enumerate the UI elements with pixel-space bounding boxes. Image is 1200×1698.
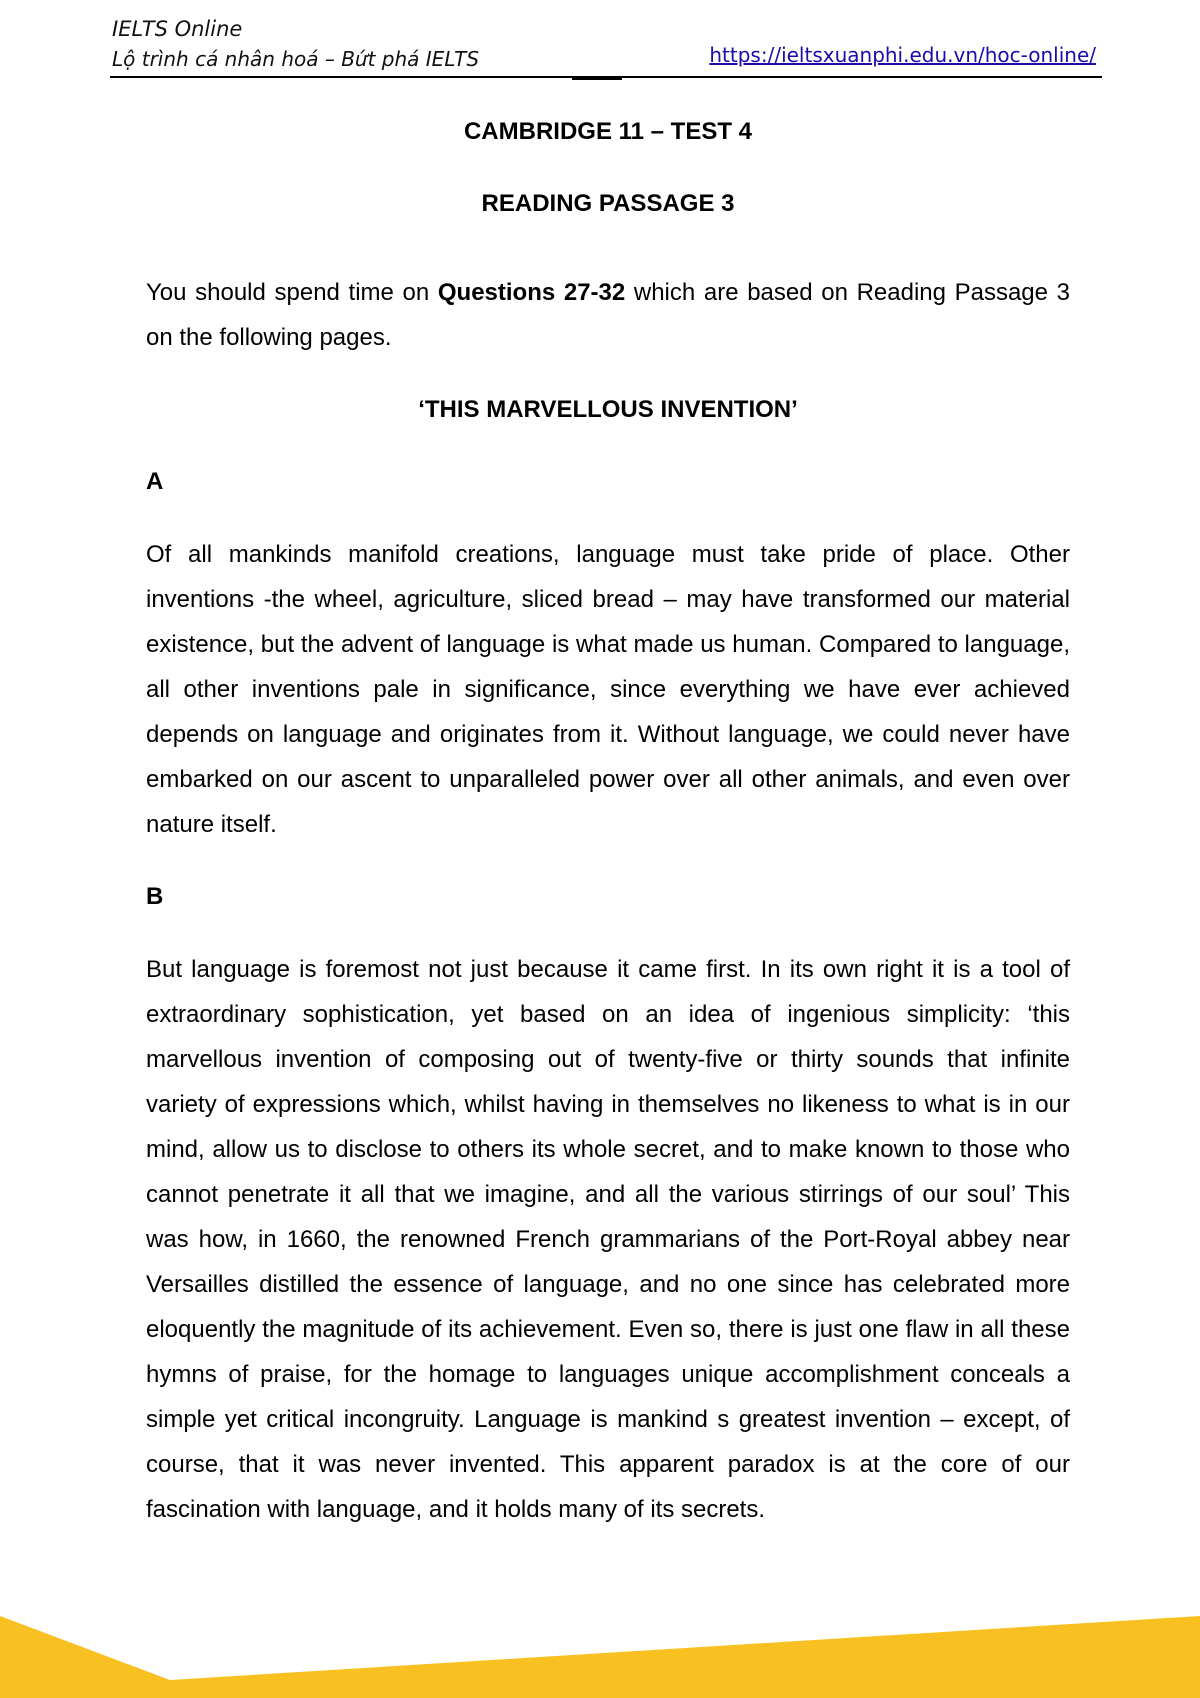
- document-body: [146, 110, 1070, 1532]
- instruction-text: [146, 270, 1070, 360]
- header-brand: IELTS Online: [112, 17, 243, 41]
- header-divider-accent: [572, 77, 622, 80]
- header-tagline: Lộ trình cá nhân hoá – Bứt phá IELTS: [112, 47, 480, 71]
- instruction-after: which are based on Reading Passage 3 on the following pages.: [146, 279, 1070, 351]
- instruction-emphasis: Questions 27-32: [437, 279, 626, 306]
- passage-title: ‘THIS MARVELLOUS INVENTION’: [418, 396, 798, 423]
- document-title: CAMBRIDGE 11 – TEST 4: [463, 118, 753, 145]
- footer-yellow-band: [0, 1616, 1200, 1698]
- section-letter-b: B: [146, 883, 164, 910]
- instruction-before: You should spend time on: [146, 279, 438, 306]
- section-letter-a: A: [146, 468, 164, 495]
- document-subtitle: READING PASSAGE 3: [481, 190, 735, 217]
- page-header: [110, 12, 1102, 80]
- header-website-link[interactable]: https://ieltsxuanphi.edu.vn/hoc-online/: [709, 43, 1096, 67]
- footer-decoration: [0, 1608, 1200, 1698]
- section-paragraph-a: Of all mankinds manifold creations, language must take pride of place. Other inventions -the wheel, agriculture, sliced bread – may have transformed our material existence, but the advent of language is what made us human. Compared to language, all other inventions pale in significance, since everything we have ever achieved depends on language and originates from it. Without language, we could never have embarked on our ascent to unparalleled power over all other animals, and even over nature itself.: [146, 541, 1070, 838]
- section-paragraph-b: But language is foremost not just because it came first. In its own right it is a tool of extraordinary sophistication, yet based on an idea of ingenious simplicity: ‘this marvellous invention of composing out of twenty-five or thirty sounds that infinite variety of expressions which, whilst having in themselves no likeness to what is in our mind, allow us to disclose to others its whole secret, and to make known to those who cannot penetrate it all that we imagine, and all the various stirrings of our soul’ This was how, in 1660, the renowned French grammarians of the Port-Royal abbey near Versailles distilled the essence of language, and no one since has celebrated more eloquently the magnitude of its achievement. Even so, there is just one flaw in all these hymns of praise, for the homage to languages unique accomplishment conceals a simple yet critical incongruity. Language is mankind s greatest invention – except, of course, that it was never invented. This apparent paradox is at the core of our fascination with language, and it holds many of its secrets.: [146, 956, 1070, 1523]
